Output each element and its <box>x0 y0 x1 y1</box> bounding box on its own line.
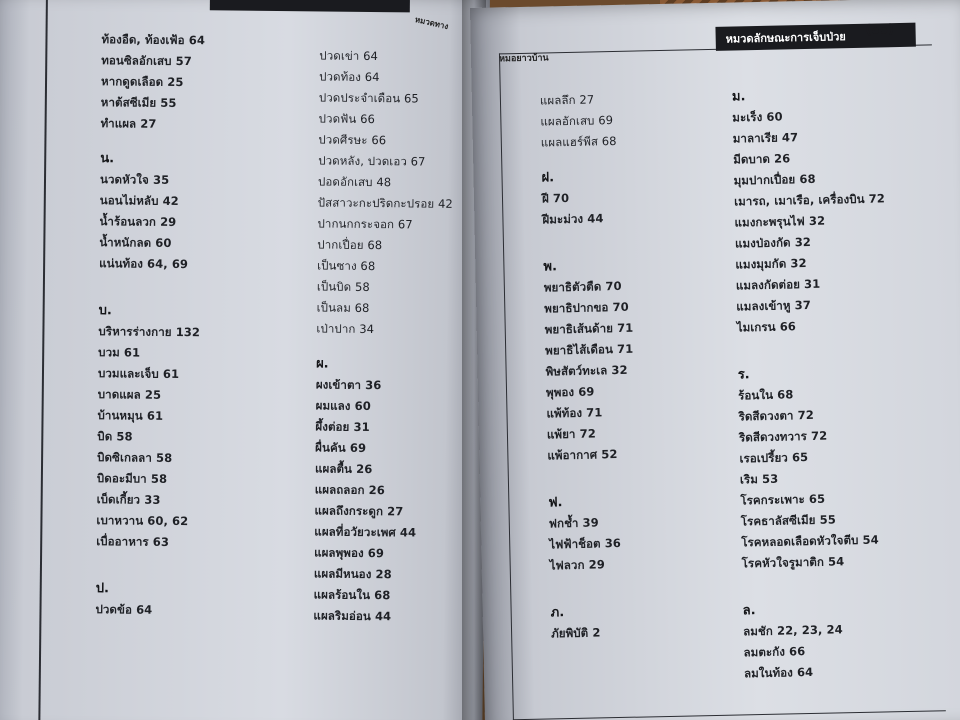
index-entry: เมารถ, เมาเรือ, เครื่องบิน 72 <box>733 191 886 209</box>
left-header-tab <box>210 0 410 12</box>
index-entry: แพ้ท้อง 71 <box>546 405 603 421</box>
index-entry: พยาธิตัวตืด 70 <box>543 278 622 295</box>
index-entry: แผลพุพอง 69 <box>314 545 385 561</box>
index-entry: พยาธิเส้นด้าย 71 <box>544 320 634 337</box>
index-entry: แผลแฮร์พีส 68 <box>540 133 617 150</box>
section-title: หมวดลักษณะการเจ็บป่วย <box>715 23 915 51</box>
index-entry: แผลร้อนใน 68 <box>313 587 391 603</box>
index-entry: แผลถึงกระดูก 27 <box>314 503 404 519</box>
index-entry: โรคกระเพาะ 65 <box>740 491 826 508</box>
index-letter-heading: ภ. <box>550 605 565 621</box>
index-entry: ปวดศีรษะ 66 <box>318 132 387 148</box>
index-entry: บวมและเจ็บ 61 <box>97 366 180 382</box>
index-entry: แมงป่องกัด 32 <box>734 234 812 251</box>
index-entry: ปากนกกระจอก 67 <box>317 216 413 232</box>
section-gap <box>96 552 306 566</box>
index-entry: โรคธาลัสซีเมีย 55 <box>740 512 837 529</box>
index-entry: เบ็ดเกี้ยว 33 <box>96 492 161 507</box>
right-column-2 <box>731 68 954 696</box>
index-entry: ปัสสาวะกะปริดกะปรอย 42 <box>317 195 453 211</box>
right-running-head: หมอยาวบ้าน <box>498 53 549 65</box>
index-entry: หากดูดเลือด 25 <box>100 74 184 90</box>
index-entry: ฝี 70 <box>541 190 570 206</box>
index-entry: พยาธิไส้เดือน 71 <box>545 341 634 358</box>
index-entry: เป็นซาง 68 <box>317 258 376 274</box>
index-entry: ผื่นคัน 69 <box>315 440 367 455</box>
index-letter-heading: ป. <box>95 581 110 597</box>
index-entry: ปวดข้อ 64 <box>95 602 153 617</box>
index-letter-heading: ฟ. <box>548 495 563 511</box>
index-entry: พิษสัตว์ทะเล 32 <box>545 362 628 379</box>
index-entry: ฟกช้ำ 39 <box>548 515 599 531</box>
section-gap <box>99 274 309 288</box>
index-entry: ปากเปื่อย 68 <box>317 237 383 253</box>
index-entry: มาลาเรีย 47 <box>732 130 799 146</box>
page-number: (๑๑) <box>865 22 895 38</box>
left-running-head: หมวดทาง <box>414 15 450 32</box>
index-letter-heading: ม. <box>731 89 746 105</box>
index-entry: บิด 58 <box>97 429 133 444</box>
index-entry: ทอนซิลอักเสบ 57 <box>101 53 192 69</box>
index-letter-heading: บ. <box>98 303 112 319</box>
index-entry: แผลริมอ่อน 44 <box>313 608 392 624</box>
index-letter-heading: ผ. <box>316 356 329 372</box>
index-entry: หาต้สซีเมีย 55 <box>100 95 177 110</box>
index-entry: ไฟลวก 29 <box>549 557 606 573</box>
index-letter-heading: ล. <box>742 603 756 619</box>
right-page <box>470 0 960 720</box>
index-letter-heading: ฝ. <box>541 170 555 186</box>
section-gap <box>313 626 483 640</box>
index-entry: แมงมุมกัด 32 <box>735 256 807 272</box>
index-entry: ลมตะกัง 66 <box>743 644 806 660</box>
index-entry: บิดซิเกลลา 58 <box>97 450 173 465</box>
index-entry: เบาหวาน 60, 62 <box>96 513 189 529</box>
index-entry: ผึ้งต่อย 31 <box>315 419 370 434</box>
index-entry: แพ้อากาศ 52 <box>547 447 618 463</box>
index-entry: เป็นบิด 58 <box>316 279 370 294</box>
index-entry: แพ้ยา 72 <box>546 426 596 442</box>
index-entry: ปวดท้อง 64 <box>319 69 380 85</box>
index-entry: บริหารร่างกาย 132 <box>98 324 201 340</box>
left-page-border <box>38 0 48 720</box>
index-entry: ริดสีดวงทวาร 72 <box>738 428 828 445</box>
index-entry: ไมเกรน 66 <box>736 319 797 335</box>
index-entry: มะเร็ง 60 <box>732 109 783 125</box>
index-entry: แน่นท้อง 64, 69 <box>99 256 189 272</box>
index-entry: โรคหัวใจรูมาติก 54 <box>741 554 845 571</box>
index-entry: แมลงกัดต่อย 31 <box>735 276 821 293</box>
index-entry: ปอดอักเสบ 48 <box>317 174 392 190</box>
index-entry: แผลถลอก 26 <box>314 482 385 498</box>
index-entry: น้ำร้อนลวก 29 <box>99 214 177 229</box>
index-entry: บิดอะมีบา 58 <box>96 471 168 486</box>
right-column-1 <box>540 87 742 657</box>
index-entry: ปวดประจำเดือน 65 <box>318 90 419 106</box>
index-entry: พุพอง 69 <box>545 384 595 400</box>
index-entry: เป่าปาก 34 <box>316 321 375 337</box>
index-entry: แมลงเข้าหู 37 <box>736 297 812 314</box>
index-entry: นวดหัวใจ 35 <box>99 172 170 187</box>
index-entry: ผมแลง 60 <box>315 398 371 414</box>
index-entry: ท้องอืด, ท้องเฟ้อ 64 <box>101 32 206 48</box>
index-entry: แผลลึก 27 <box>539 92 595 108</box>
index-entry: บวม 61 <box>98 345 141 360</box>
index-entry: ริดสีดวงตา 72 <box>738 407 814 424</box>
index-entry: เป็นลม 68 <box>316 300 370 315</box>
index-entry: ไฟฟ้าช็อต 36 <box>549 535 622 552</box>
index-entry: แผลอักเสบ 69 <box>540 113 614 129</box>
index-entry: บ้านหมุน 61 <box>97 408 164 423</box>
left-column-1 <box>95 29 311 634</box>
index-entry: ทำแผล 27 <box>100 116 157 131</box>
index-entry: ปวดเข่า 64 <box>319 48 379 64</box>
index-entry: ปวดหลัง, ปวดเอว 67 <box>318 153 426 169</box>
index-letter-heading: น. <box>100 151 115 167</box>
index-entry: ผงเข้าตา 36 <box>315 377 382 393</box>
index-entry: ลมในท้อง 64 <box>743 664 814 681</box>
index-entry: แผลตื้น 26 <box>314 461 373 477</box>
index-entry: เรอเปรี้ยว 65 <box>739 450 809 466</box>
index-entry: มีดบาด 26 <box>733 151 791 167</box>
index-entry: ภัยพิบัติ 2 <box>550 625 601 641</box>
index-entry: แมงกะพรุนไฟ 32 <box>734 213 826 230</box>
index-entry: พยาธิปากขอ 70 <box>544 299 629 316</box>
index-entry: ร้อนใน 68 <box>738 387 794 403</box>
index-entry: นอนไม่หลับ 42 <box>99 193 179 208</box>
section-gap <box>95 620 305 634</box>
index-letter-heading: ร. <box>737 367 750 383</box>
index-entry: เบื่ออาหาร 63 <box>96 534 170 549</box>
index-entry: แผลมีหนอง 28 <box>313 566 392 582</box>
index-entry: ลมชัก 22, 23, 24 <box>742 622 843 639</box>
index-entry: แผลที่อวัยวะเพศ 44 <box>314 524 417 540</box>
index-entry: บาดแผล 25 <box>97 387 162 402</box>
index-entry: เริม 53 <box>739 471 779 487</box>
index-entry: โรคหลอดเลือดหัวใจตีบ 54 <box>741 532 879 550</box>
index-entry: น้ำหนักลด 60 <box>99 235 172 250</box>
index-entry: ปวดฟัน 66 <box>318 111 376 127</box>
index-entry: มุมปากเปื่อย 68 <box>733 171 816 188</box>
index-letter-heading: พ. <box>543 259 558 275</box>
index-entry: ฝีมะม่วง 44 <box>542 211 604 227</box>
